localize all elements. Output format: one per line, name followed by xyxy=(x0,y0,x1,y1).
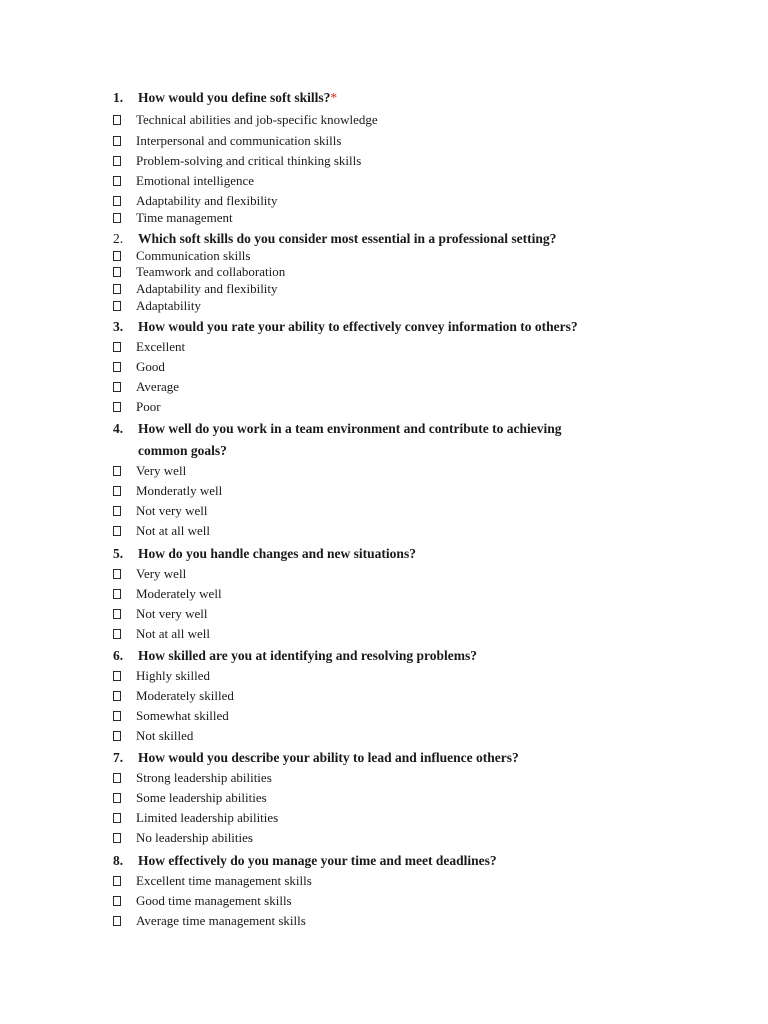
option[interactable] xyxy=(113,483,222,499)
checkbox-icon[interactable] xyxy=(113,569,121,579)
checkbox-icon[interactable] xyxy=(113,466,121,476)
checkbox-icon[interactable] xyxy=(113,301,121,311)
checkbox-icon[interactable] xyxy=(113,896,121,906)
checkbox-icon[interactable] xyxy=(113,526,121,536)
question-number: 6. xyxy=(113,648,124,663)
option[interactable] xyxy=(113,463,186,479)
option-label: Moderately skilled xyxy=(136,688,234,703)
option[interactable] xyxy=(113,566,186,582)
question-text: How effectively do you manage your time and meet deadlines? xyxy=(138,853,497,868)
question-4-continued xyxy=(138,443,227,459)
checkbox-icon[interactable] xyxy=(113,609,121,619)
option-label: Adaptability and flexibility xyxy=(136,281,278,296)
checkbox-icon[interactable] xyxy=(113,402,121,412)
option-label: Limited leadership abilities xyxy=(136,810,279,825)
option-label: Communication skills xyxy=(136,248,251,263)
question-2 xyxy=(113,231,556,247)
option[interactable] xyxy=(113,248,250,264)
question-number: 2. xyxy=(113,231,124,246)
checkbox-icon[interactable] xyxy=(113,876,121,886)
option-label: Highly skilled xyxy=(136,668,211,683)
checkbox-icon[interactable] xyxy=(113,813,121,823)
checkbox-icon[interactable] xyxy=(113,176,121,186)
checkbox-icon[interactable] xyxy=(113,156,121,166)
checkbox-icon[interactable] xyxy=(113,486,121,496)
checkbox-icon[interactable] xyxy=(113,671,121,681)
option-label: Monderatly well xyxy=(136,483,223,498)
option-label: Adaptability xyxy=(136,298,201,313)
option[interactable] xyxy=(113,503,207,519)
question-number: 4. xyxy=(113,421,124,436)
checkbox-icon[interactable] xyxy=(113,711,121,721)
option[interactable] xyxy=(113,586,222,602)
option[interactable] xyxy=(113,193,278,209)
option-label: Problem-solving and critical thinking skills xyxy=(136,153,362,168)
question-text: How would you define soft skills? xyxy=(138,90,331,105)
checkbox-icon[interactable] xyxy=(113,793,121,803)
option[interactable] xyxy=(113,523,210,539)
option-label: Emotional intelligence xyxy=(136,173,255,188)
option-label: Teamwork and collaboration xyxy=(136,264,286,279)
question-1 xyxy=(113,90,337,106)
option-label: Technical abilities and job-specific knowledge xyxy=(136,112,378,127)
question-text-continued: common goals? xyxy=(138,443,227,458)
option[interactable] xyxy=(113,728,193,744)
checkbox-icon[interactable] xyxy=(113,691,121,701)
question-number: 1. xyxy=(113,90,124,105)
option[interactable] xyxy=(113,359,165,375)
option[interactable] xyxy=(113,281,278,297)
checkbox-icon[interactable] xyxy=(113,731,121,741)
option-label: Not very well xyxy=(136,503,208,518)
option[interactable] xyxy=(113,339,185,355)
option[interactable] xyxy=(113,893,292,909)
checkbox-icon[interactable] xyxy=(113,506,121,516)
checkbox-icon[interactable] xyxy=(113,136,121,146)
checkbox-icon[interactable] xyxy=(113,629,121,639)
option[interactable] xyxy=(113,790,267,806)
checkbox-icon[interactable] xyxy=(113,213,121,223)
required-mark: * xyxy=(330,90,338,105)
option[interactable] xyxy=(113,913,306,929)
option[interactable] xyxy=(113,112,378,128)
option[interactable] xyxy=(113,153,361,169)
option-label: Strong leadership abilities xyxy=(136,770,272,785)
option[interactable] xyxy=(113,688,234,704)
option[interactable] xyxy=(113,210,233,226)
checkbox-icon[interactable] xyxy=(113,284,121,294)
option-label: Very well xyxy=(136,566,187,581)
option[interactable] xyxy=(113,873,312,889)
checkbox-icon[interactable] xyxy=(113,251,121,261)
question-7 xyxy=(113,750,519,766)
option-label: Some leadership abilities xyxy=(136,790,267,805)
option-label: Not very well xyxy=(136,606,208,621)
option-label: Not at all well xyxy=(136,523,211,538)
question-text: How would you describe your ability to lead and influence others? xyxy=(138,750,519,765)
option-label: Not skilled xyxy=(136,728,194,743)
option-label: Good time management skills xyxy=(136,893,292,908)
option[interactable] xyxy=(113,298,201,314)
option-label: Very well xyxy=(136,463,187,478)
checkbox-icon[interactable] xyxy=(113,267,121,277)
option-label: Excellent xyxy=(136,339,186,354)
question-8 xyxy=(113,853,497,869)
option[interactable] xyxy=(113,133,341,149)
option[interactable] xyxy=(113,173,254,189)
checkbox-icon[interactable] xyxy=(113,833,121,843)
checkbox-icon[interactable] xyxy=(113,115,121,125)
question-text: How skilled are you at identifying and resolving problems? xyxy=(138,648,478,663)
option-label: Average time management skills xyxy=(136,913,306,928)
question-3 xyxy=(113,319,578,335)
option[interactable] xyxy=(113,264,285,280)
checkbox-icon[interactable] xyxy=(113,196,121,206)
option-label: Poor xyxy=(136,399,161,414)
checkbox-icon[interactable] xyxy=(113,342,121,352)
option-label: Somewhat skilled xyxy=(136,708,229,723)
checkbox-icon[interactable] xyxy=(113,382,121,392)
question-number: 7. xyxy=(113,750,124,765)
option[interactable] xyxy=(113,379,179,395)
option-label: Interpersonal and communication skills xyxy=(136,133,342,148)
option[interactable] xyxy=(113,606,207,622)
question-4 xyxy=(113,421,562,437)
checkbox-icon[interactable] xyxy=(113,362,121,372)
question-number: 5. xyxy=(113,546,124,561)
question-text: Which soft skills do you consider most essential in a professional setting? xyxy=(138,231,557,246)
question-text: How do you handle changes and new situations? xyxy=(138,546,416,561)
option[interactable] xyxy=(113,830,253,846)
question-number: 8. xyxy=(113,853,124,868)
option-label: Not at all well xyxy=(136,626,211,641)
question-5 xyxy=(113,546,416,562)
question-text: How would you rate your ability to effectively convey information to others? xyxy=(138,319,578,334)
option[interactable] xyxy=(113,399,161,415)
checkbox-icon[interactable] xyxy=(113,773,121,783)
checkbox-icon[interactable] xyxy=(113,916,121,926)
option[interactable] xyxy=(113,770,272,786)
option-label: Excellent time management skills xyxy=(136,873,312,888)
option-label: Time management xyxy=(136,210,233,225)
option-label: Moderately well xyxy=(136,586,222,601)
checkbox-icon[interactable] xyxy=(113,589,121,599)
option-label: Average xyxy=(136,379,180,394)
option[interactable] xyxy=(113,708,229,724)
question-number: 3. xyxy=(113,319,124,334)
option-label: Good xyxy=(136,359,165,374)
option[interactable] xyxy=(113,668,210,684)
option[interactable] xyxy=(113,810,278,826)
question-6 xyxy=(113,648,477,664)
option-label: Adaptability and flexibility xyxy=(136,193,278,208)
option-label: No leadership abilities xyxy=(136,830,253,845)
question-text: How well do you work in a team environment and contribute to achieving xyxy=(138,421,562,436)
option[interactable] xyxy=(113,626,210,642)
